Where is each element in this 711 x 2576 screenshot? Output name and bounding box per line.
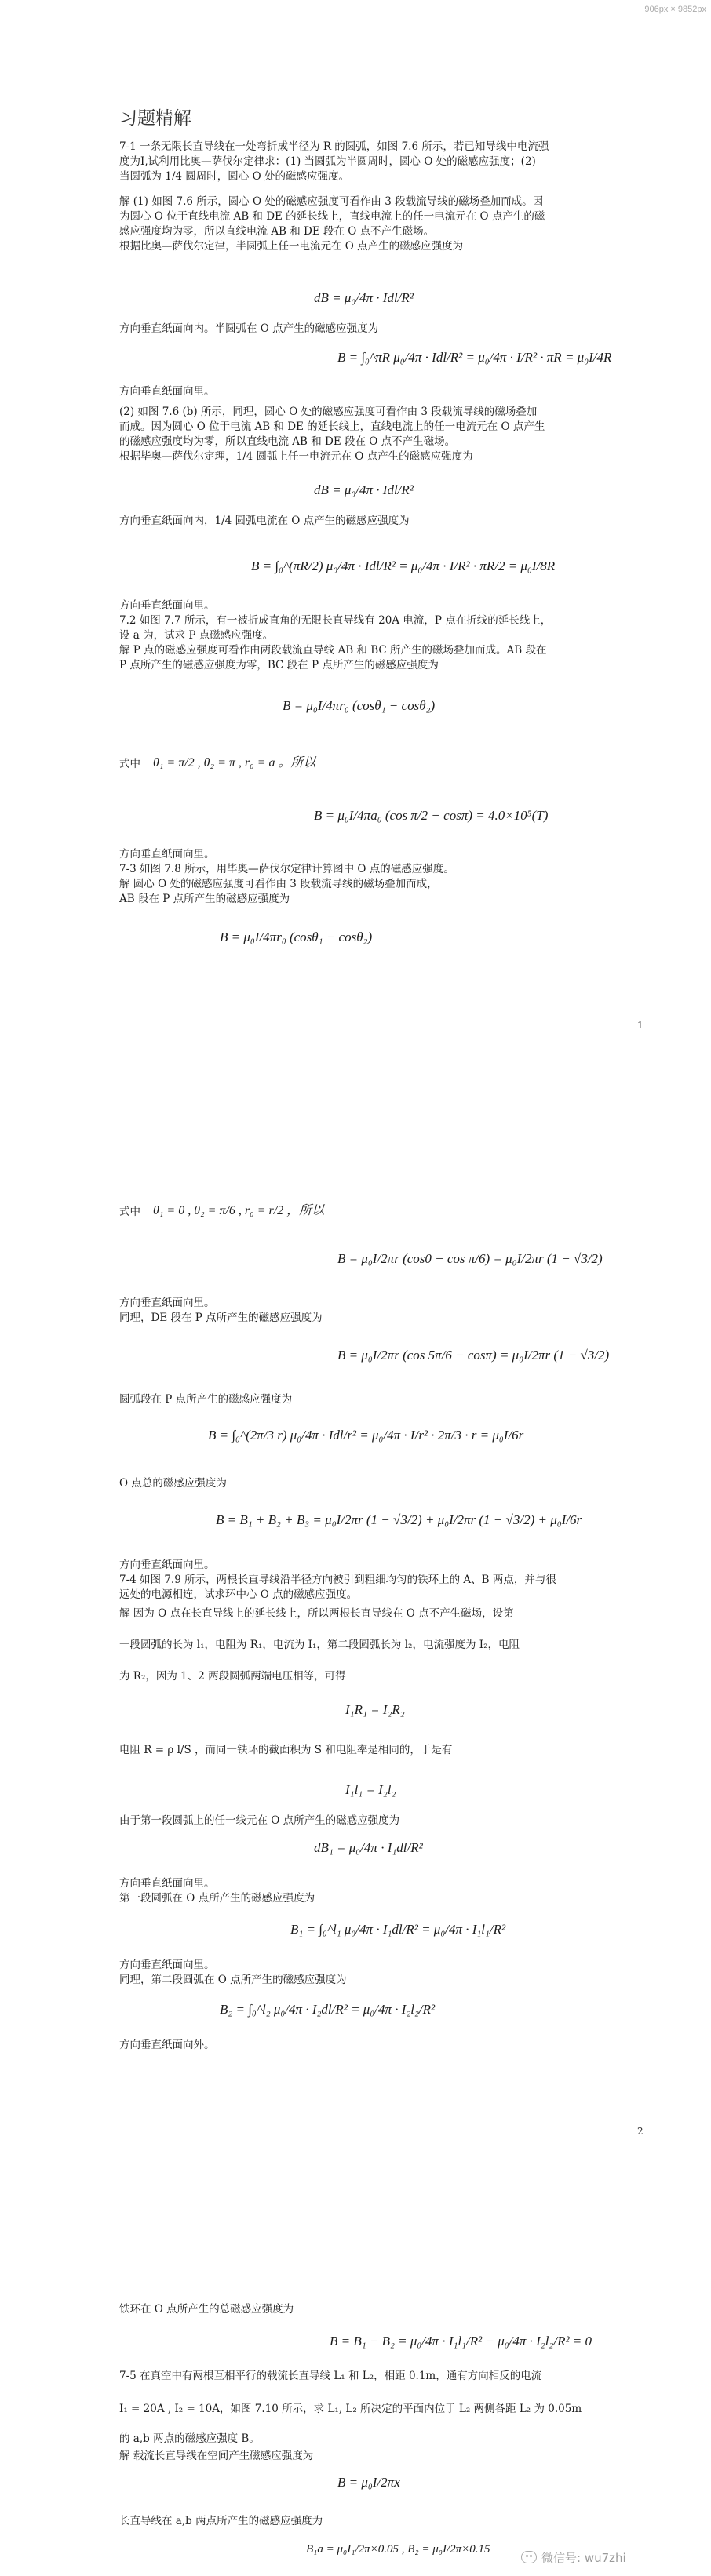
watermark (521, 2549, 626, 2566)
text-line: I₁ = 20A , I₂ = 10A，如图 7.10 所示，求 L₁, L₂ 所决定的平面内位于 L₂ 两侧各距 L₂ 为 0.05m (119, 2403, 582, 2415)
text-line: 远处的电源相连，试求环中心 O 点的磁感应强度。 (119, 1588, 358, 1601)
equation: B = μ₀I/2πr (cos0 − cos π/6) = μ₀I/2πr (1 − √3/2) (337, 1251, 603, 1266)
equation: B₁ = ∫₀^l₁ μ₀/4π · I₁dl/R² = μ₀/4π · I₁l₁/R² (290, 1922, 506, 1937)
inline-equation: θ₁ = π/2 , θ₂ = π , r₀ = a 。所以 (153, 756, 316, 770)
page-number: 2 (637, 2126, 644, 2137)
equation: dB = μ₀/4π · Idl/R² (314, 290, 414, 305)
text-line: 同理，第二段圆弧在 O 点所产生的磁感应强度为 (119, 1974, 347, 1986)
equation: B = μ₀I/2πr (cos 5π/6 − cosπ) = μ₀I/2πr (1 − √3/2) (337, 1348, 610, 1363)
text-line: O 点总的磁感应强度为 (119, 1477, 227, 1490)
equation: B = B₁ − B₂ = μ₀/4π · I₁l₁/R² − μ₀/4π · I₂l₂/R² = 0 (330, 2334, 592, 2349)
text-line: 铁环在 O 点所产生的总磁感应强度为 (119, 2303, 294, 2316)
text-line: 感应强度均为零，所以直线电流 AB 和 DE 段在 O 点不产生磁场。 (119, 225, 435, 238)
text-line: 解 (1) 如图 7.6 所示，圆心 O 处的磁感应强度可看作由 3 段载流导线的磁场叠加而成。因 (119, 195, 544, 208)
text-line: 解 P 点的磁感应强度可看作由两段载流直导线 AB 和 BC 所产生的磁场叠加而成。AB 段在 (119, 644, 547, 657)
equation: B = B₁ + B₂ + B₃ = μ₀I/2πr (1 − √3/2) + μ₀I/2πr (1 − √3/2) + μ₀I/6r (216, 1512, 582, 1527)
text-line: 方向垂直纸面向内，1/4 圆弧电流在 O 点产生的磁感应强度为 (119, 515, 410, 527)
equation: I₁R₁ = I₂R₂ (345, 1702, 405, 1717)
text-line: 7.2 如图 7.7 所示，有一被折成直角的无限长直导线有 20A 电流，P 点在折线的延长线上， (119, 614, 552, 627)
text-line: 解 圆心 O 处的磁感应强度可看作由 3 段载流导线的磁场叠加而成， (119, 878, 438, 890)
equation: B = μ₀I/4πr₀ (cosθ₁ − cosθ₂) (220, 930, 373, 944)
text-line: 7-1 一条无限长直导线在一处弯折成半径为 R 的圆弧，如图 7.6 所示，若已知导线中电流强 (119, 140, 549, 153)
text-line: 由于第一段圆弧上的任一线元在 O 点所产生的磁感应强度为 (119, 1814, 400, 1827)
text-line: (2) 如图 7.6 (b) 所示，同理，圆心 O 处的磁感应强度可看作由 3 段载流导线的磁场叠加 (119, 406, 538, 418)
text-line: 根据比奥—萨伐尔定律，半圆弧上任一电流元在 O 点产生的磁感应强度为 (119, 240, 464, 253)
equation: I₁l₁ = I₂l₂ (345, 1782, 396, 1797)
text-line: 式中 (119, 1206, 140, 1218)
equation: B = μ₀I/4πa₀ (cos π/2 − cosπ) = 4.0×10⁵(T) (314, 808, 549, 823)
text-line: AB 段在 P 点所产生的磁感应强度为 (119, 893, 290, 905)
equation: B = μ₀I/2πx (337, 2475, 400, 2490)
text-line: 7-5 在真空中有两根互相平行的载流长直导线 L₁ 和 L₂，相距 0.1m，通有方向相反的电流 (119, 2370, 542, 2382)
text-line: 7-4 如图 7.9 所示，两根长直导线沿半径方向被引到粗细均匀的铁环上的 A、B 两点，并与很 (119, 1574, 556, 1586)
text-line: 解 载流长直导线在空间产生磁感应强度为 (119, 2450, 314, 2462)
text-line: 解 因为 O 点在长直导线上的延长线上，所以两根长直导线在 O 点不产生磁场，设第 (119, 1607, 514, 1620)
text-line: 方向垂直纸面向里。 (119, 1559, 215, 1571)
text-line: 当圆弧为 1/4 圆周时，圆心 O 处的磁感应强度。 (119, 170, 349, 183)
equation: B₂ = ∫₀^l₂ μ₀/4π · I₂dl/R² = μ₀/4π · I₂l₂/R² (220, 2002, 436, 2017)
text-line: 7-3 如图 7.8 所示，用毕奥—萨伐尔定律计算图中 O 点的磁感应强度。 (119, 863, 454, 875)
text-line: 设 a 为，试求 P 点磁感应强度。 (119, 629, 274, 642)
text-line: 长直导线在 a,b 两点所产生的磁感应强度为 (119, 2515, 323, 2527)
watermark-text: 微信号: wu7zhi (541, 2551, 626, 2565)
text-line: 方向垂直纸面向里。 (119, 848, 215, 860)
text-line: 的 a,b 两点的磁感应强度 B。 (119, 2432, 260, 2445)
equation: B₁a = μ₀I₁/2π×0.05 , B₂ = μ₀I/2π×0.15 (306, 2543, 490, 2556)
image-dimension-label: 906px × 9852px (644, 5, 706, 14)
text-line: P 点所产生的磁感应强度为零，BC 段在 P 点所产生的磁感应强度为 (119, 659, 439, 671)
text-line: 度为I,试利用比奥—萨伐尔定律求：(1) 当圆弧为半圆周时，圆心 O 处的磁感应强度；(2) (119, 155, 536, 168)
equation: B = ∫₀^(2π/3 r) μ₀/4π · Idl/r² = μ₀/4π · I/r² · 2π/3 · r = μ₀I/6r (208, 1428, 524, 1443)
text-line: 方向垂直纸面向外。 (119, 2039, 215, 2051)
text-line: 而成。因为圆心 O 位于电流 AB 和 DE 的延长线上，直线电流上的任一电流元在 O 点产生 (119, 420, 545, 433)
page-number: 1 (637, 1020, 644, 1031)
text-line: 方向垂直纸面向里。 (119, 1877, 215, 1890)
wechat-icon (521, 2551, 537, 2563)
text-line: 第一段圆弧在 O 点所产生的磁感应强度为 (119, 1892, 315, 1905)
text-line: 为 R₂，因为 1、2 两段圆弧两端电压相等，可得 (119, 1670, 346, 1683)
text-line: 方向垂直纸面向里。 (119, 385, 215, 398)
text-line: 方向垂直纸面向内。半圆弧在 O 点产生的磁感应强度为 (119, 322, 379, 335)
text-line: 同理，DE 段在 P 点所产生的磁感应强度为 (119, 1312, 323, 1324)
text-line: 的磁感应强度均为零，所以直线电流 AB 和 DE 段在 O 点不产生磁场。 (119, 435, 456, 448)
text-line: 根据毕奥—萨伐尔定理，1/4 圆弧上任一电流元在 O 点产生的磁感应强度为 (119, 450, 473, 463)
text-line: 为圆心 O 位于直线电流 AB 和 DE 的延长线上，直线电流上的任一电流元在 O 点产生的磁 (119, 210, 545, 223)
page-title: 习题精解 (119, 108, 191, 129)
text-line: 圆弧段在 P 点所产生的磁感应强度为 (119, 1393, 293, 1406)
inline-equation: θ₁ = 0 , θ₂ = π/6 , r₀ = r/2 ，所以 (153, 1204, 325, 1217)
text-line: 式中 (119, 758, 140, 770)
equation: B = μ₀I/4πr₀ (cosθ₁ − cosθ₂) (283, 698, 436, 713)
equation: B = ∫₀^(πR/2) μ₀/4π · Idl/R² = μ₀/4π · I/R² · πR/2 = μ₀I/8R (251, 558, 556, 573)
equation: B = ∫₀^πR μ₀/4π · Idl/R² = μ₀/4π · I/R² · πR = μ₀I/4R (337, 350, 612, 365)
text-line: 方向垂直纸面向里。 (119, 1297, 215, 1309)
text-line: 方向垂直纸面向里。 (119, 599, 215, 612)
equation: dB = μ₀/4π · Idl/R² (314, 482, 414, 497)
text-line: 电阻 R = ρ l/S ，而同一铁环的截面积为 S 和电阻率是相同的，于是有 (119, 1744, 453, 1756)
text-line: 方向垂直纸面向里。 (119, 1959, 215, 1971)
equation: dB₁ = μ₀/4π · I₁dl/R² (314, 1840, 423, 1855)
text-line: 一段圆弧的长为 l₁，电阻为 R₁，电流为 I₁，第二段圆弧长为 l₂，电流强度为 I₂，电阻 (119, 1639, 520, 1651)
